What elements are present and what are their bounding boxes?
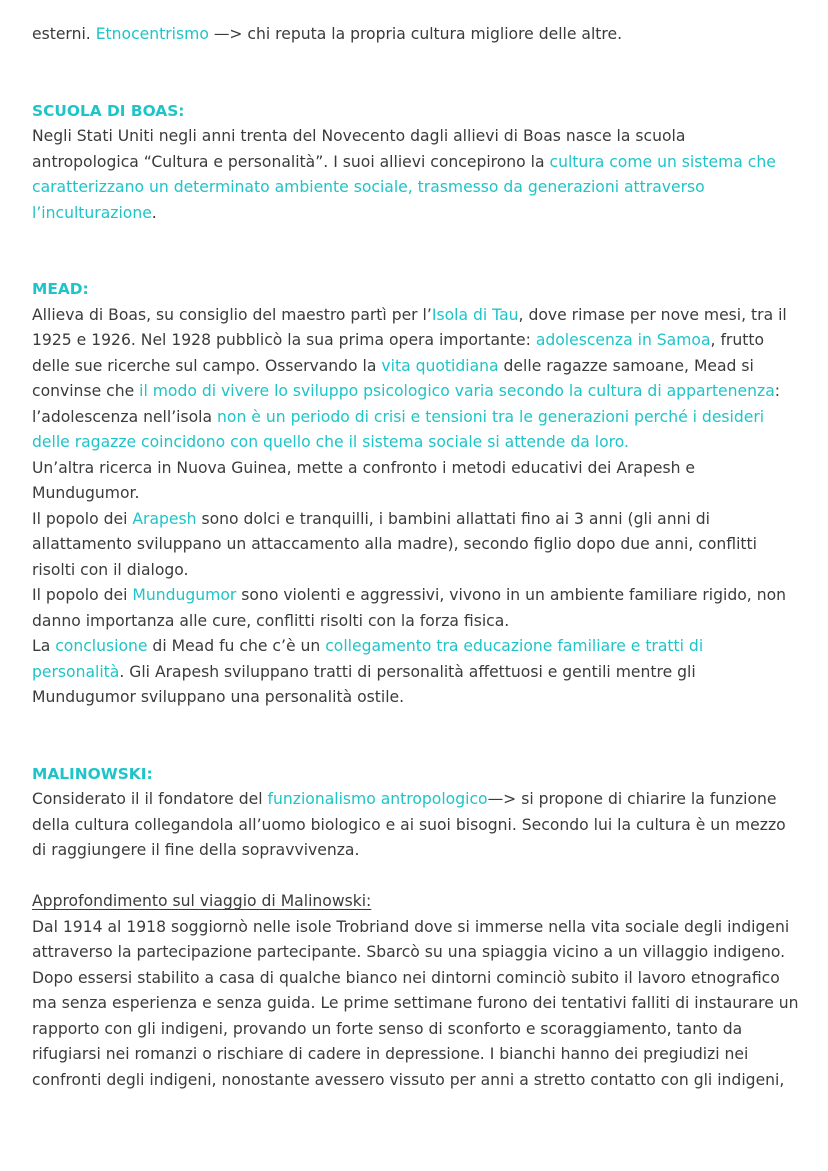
- text: delle sue ricerche sul campo. Osservando la: [32, 356, 382, 375]
- malinowski-line-2: della cultura collegandola all’uomo biologico e ai suoi bisogni. Secondo lui la cultura è un mezzo: [32, 815, 786, 834]
- text: esterni.: [32, 25, 96, 43]
- highlight-etnocentrismo: Etnocentrismo: [95, 25, 209, 43]
- text: Considerato il il fondatore del: [32, 790, 268, 808]
- highlight: cultura come un sistema che: [549, 152, 776, 171]
- mead-line-13: danno importanza alle cure, conflitti risolti con la forza fisica.: [32, 611, 510, 630]
- malinowski-para-line-7: confronti degli indigeni, nonostante avessero vissuto per anni a stretto contatto con gli indigeni,: [32, 1070, 785, 1089]
- highlight: Mundugumor: [132, 586, 237, 604]
- mead-line-11: risolti con il dialogo.: [32, 560, 189, 579]
- text: 1925 e 1926. Nel 1928 pubblicò la sua prima opera importante:: [32, 331, 536, 349]
- text: —> chi reputa la propria cultura migliore delle altre.: [208, 25, 623, 43]
- highlight: vita quotidiana: [381, 356, 499, 375]
- boas-line-1: Negli Stati Uniti negli anni trenta del Novecento dagli allievi di Boas nasce la scuola: [32, 127, 686, 145]
- text: Il popolo dei: [32, 586, 133, 604]
- text: antropologica “Cultura e personalità”. I suoi allievi concepirono la: [32, 152, 550, 171]
- text: sono dolci e tranquilli, i bambini allattati fino ai 3 anni (gli anni di: [196, 509, 710, 528]
- malinowski-line-3: di raggiungere il fine della sopravvivenza.: [32, 841, 360, 859]
- highlight: non è un periodo di crisi e tensioni tra le generazioni perché i desideri: [217, 407, 765, 426]
- text: l’adolescenza nell’isola: [32, 407, 218, 426]
- highlight: collegamento tra educazione familiare e tratti di: [325, 637, 704, 655]
- mead-line-6: delle ragazze coincidono con quello che il sistema sociale si attende da loro.: [32, 433, 629, 451]
- text: :: [774, 382, 781, 400]
- mead-line-15: [32, 660, 808, 686]
- text: di Mead fu che c’è un: [147, 637, 326, 655]
- mead-line-1: [32, 303, 808, 329]
- boas-line-4: [32, 201, 808, 227]
- mead-line-7: Un’altra ricerca in Nuova Guinea, mette a confronto i metodi educativi dei Arapesh e: [32, 458, 696, 477]
- malinowski-subheading: [32, 889, 808, 915]
- highlight: Isola di Tau: [431, 305, 519, 324]
- mead-line-12: [32, 583, 808, 609]
- mead-line-9: [32, 507, 808, 533]
- text: —> si propone di chiarire la funzione: [487, 790, 777, 808]
- highlight: personalità: [32, 662, 120, 681]
- malinowski-para-line-3: Dopo essersi stabilito a casa di qualche bianco nei dintorni cominciò subito il lavoro etnografico: [32, 968, 780, 987]
- malinowski-para-line-4: ma senza esperienza e senza guida. Le prime settimane furono dei tentativi falliti di instaurare un: [32, 994, 799, 1012]
- heading-malinowski: MALINOWSKI:: [32, 764, 153, 783]
- malinowski-para-line-5: rapporto con gli indigeni, provando un forte senso di sconforto e scoraggiamento, tanto da: [32, 1019, 743, 1038]
- highlight: adolescenza in Samoa: [535, 331, 711, 349]
- heading-boas: SCUOLA DI BOAS:: [32, 101, 185, 120]
- boas-line-2: [32, 150, 808, 176]
- mead-line-10: allattamento sviluppano un attaccamento alla madre), secondo figlio dopo due anni, conflitti: [32, 535, 757, 553]
- malinowski-para-line-1: Dal 1914 al 1918 soggiornò nelle isole Trobriand dove si immerse nella vita sociale degli indigeni: [32, 917, 790, 936]
- malinowski-para-line-6: rifugiarsi nei romanzi o rischiare di cadere in depressione. I bianchi hanno dei pregiudizi nei: [32, 1045, 749, 1063]
- text: , frutto: [710, 331, 764, 349]
- highlight: funzionalismo antropologico: [267, 790, 488, 808]
- text: . Gli Arapesh sviluppano tratti di personalità affettuosi e gentili mentre gli: [119, 662, 696, 681]
- text: La: [32, 637, 56, 655]
- text: .: [151, 203, 157, 222]
- text: convinse che: [32, 382, 140, 400]
- mead-line-16: Mundugumor sviluppano una personalità ostile.: [32, 688, 405, 706]
- highlight: Arapesh: [132, 509, 197, 528]
- subheading-text: Approfondimento sul viaggio di Malinowski:: [32, 892, 372, 910]
- highlight: l’inculturazione: [32, 203, 152, 222]
- boas-line-3: caratterizzano un determinato ambiente sociale, trasmesso da generazioni attraverso: [32, 178, 705, 196]
- text: , dove rimase per nove mesi, tra il: [518, 305, 787, 324]
- mead-line-8: Mundugumor.: [32, 484, 140, 502]
- highlight: conclusione: [55, 637, 148, 655]
- mead-line-4: [32, 379, 808, 405]
- heading-mead: MEAD:: [32, 280, 89, 298]
- text: Il popolo dei: [32, 509, 133, 528]
- mead-line-3: [32, 354, 808, 380]
- mead-line-14: [32, 634, 808, 660]
- highlight: il modo di vivere lo sviluppo psicologico varia secondo la cultura di appartenenza: [139, 382, 775, 400]
- malinowski-para-line-2: attraverso la partecipazione partecipante. Sbarcò su una spiaggia vicino a un villaggio indigeno.: [32, 943, 786, 961]
- mead-line-5: [32, 405, 808, 431]
- malinowski-line-1: [32, 787, 808, 813]
- text: delle ragazze samoane, Mead si: [498, 356, 754, 375]
- mead-line-2: [32, 328, 808, 354]
- text: Allieva di Boas, su consiglio del maestro partì per l’: [32, 305, 432, 324]
- intro-line: [32, 22, 808, 48]
- text: sono violenti e aggressivi, vivono in un ambiente familiare rigido, non: [236, 586, 787, 604]
